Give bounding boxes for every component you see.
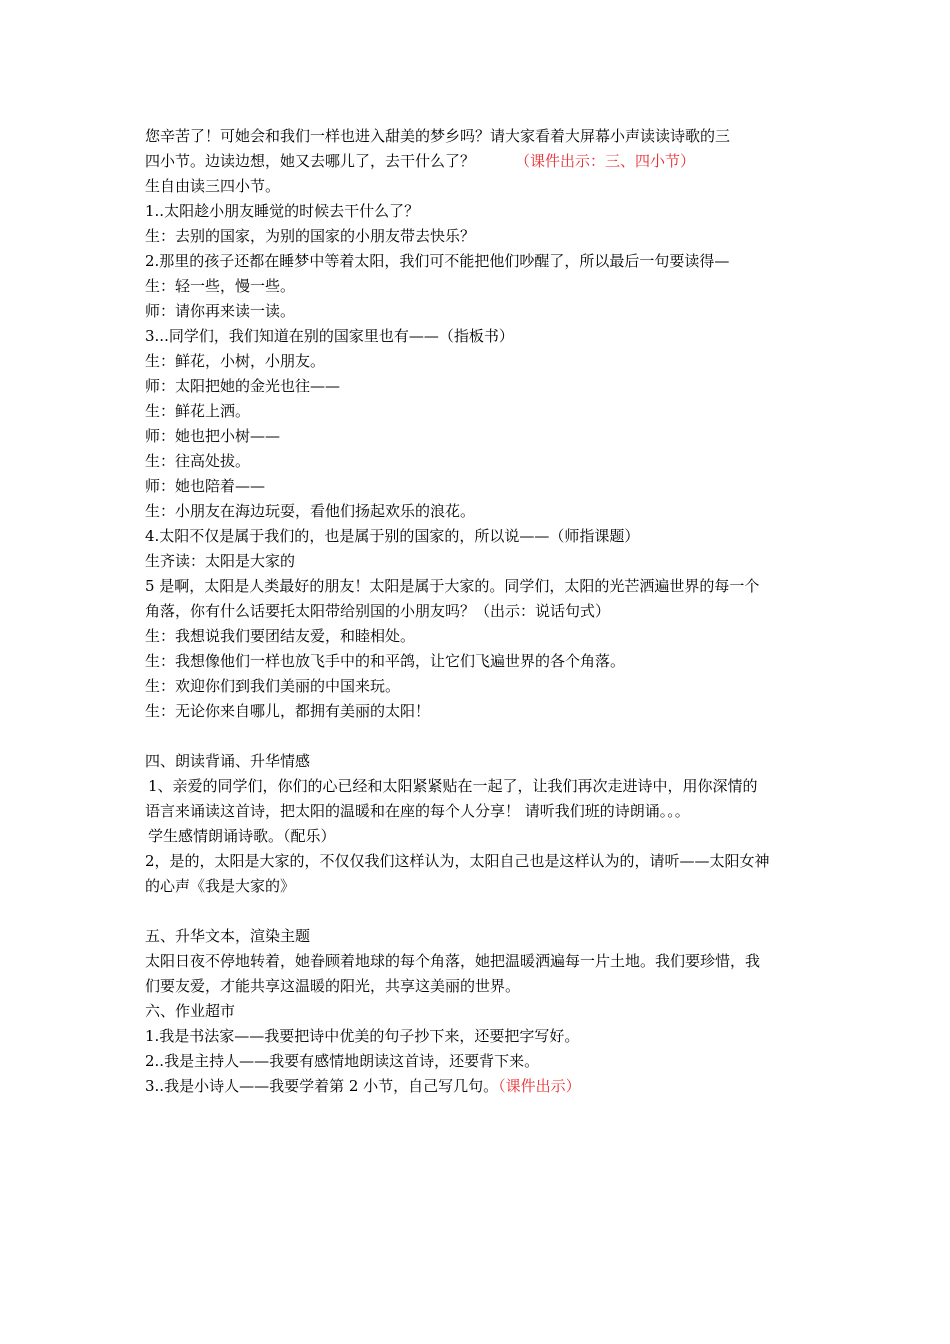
paragraph-line: 5 是啊，太阳是人类最好的朋友！太阳是属于大家的。同学们，太阳的光芒洒遍世界的每一个 <box>145 577 760 595</box>
paragraph-line: 师：太阳把她的金光也往—— <box>145 377 341 395</box>
paragraph-line: 1..太阳趁小朋友睡觉的时候去干什么了？ <box>145 202 420 220</box>
paragraph-line: 学生感情朗诵诗歌。（配乐） <box>148 827 336 845</box>
paragraph-line: 4.太阳不仅是属于我们的，也是属于别的国家的，所以说——（师指课题） <box>145 527 640 545</box>
paragraph-line: 2.那里的孩子还都在睡梦中等着太阳，我们可不能把他们吵醒了，所以最后一句要读得— <box>145 252 730 270</box>
paragraph-line: 角落，你有什么话要托太阳带给别国的小朋友吗？（出示：说话句式） <box>145 602 611 620</box>
paragraph-line: 生：无论你来自哪儿，都拥有美丽的太阳！ <box>145 702 431 720</box>
courseware-note: （课件出示） <box>498 1077 581 1095</box>
paragraph-line: 2，是的，太阳是大家的，不仅仅我们这样认为，太阳自己也是这样认为的，请听——太阳女神 <box>145 852 770 870</box>
paragraph-line: 生：鲜花，小树，小朋友。 <box>145 352 326 370</box>
line-text: 四小节。边读边想，她又去哪儿了，去干什么了？ <box>145 152 476 170</box>
paragraph-line <box>145 1074 830 1099</box>
paragraph-line <box>145 149 830 174</box>
paragraph-line: 生：我想说我们要团结友爱，和睦相处。 <box>145 627 416 645</box>
paragraph-line: 语言来诵读这首诗，把太阳的温暖和在座的每个人分享！ 请听我们班的诗朗诵。。。 <box>145 802 690 820</box>
section-heading: 四、朗读背诵、升华情感 <box>145 752 311 770</box>
paragraph-line: 生：小朋友在海边玩耍，看他们扬起欢乐的浪花。 <box>145 502 476 520</box>
blank-line <box>145 899 830 924</box>
line-text: 3..我是小诗人——我要学着第 2 小节，自己写几句。 <box>145 1077 499 1095</box>
paragraph-line: 生自由读三四小节。 <box>145 177 281 195</box>
paragraph-line: 师：她也陪着—— <box>145 477 266 495</box>
section-heading: 六、作业超市 <box>145 1002 236 1020</box>
paragraph-line: 太阳日夜不停地转着，她眷顾着地球的每个角落，她把温暖洒遍每一片土地。我们要珍惜，我 <box>145 952 761 970</box>
paragraph-line: 生：欢迎你们到我们美丽的中国来玩。 <box>145 677 401 695</box>
paragraph-line: 生齐读：太阳是大家的 <box>145 552 296 570</box>
paragraph-line: 生：鲜花上洒。 <box>145 402 251 420</box>
paragraph-line: 生：我想像他们一样也放飞手中的和平鸽，让它们飞遍世界的各个角落。 <box>145 652 626 670</box>
courseware-note: （课件出示：三、四小节） <box>515 152 696 170</box>
paragraph-line: 生：往高处拔。 <box>145 452 251 470</box>
paragraph-line: 师：她也把小树—— <box>145 427 281 445</box>
paragraph-line: 您辛苦了！可她会和我们一样也进入甜美的梦乡吗？请大家看着大屏幕小声读读诗歌的三 <box>145 127 731 145</box>
paragraph-line: 们要友爱，才能共享这温暖的阳光，共享这美丽的世界。 <box>145 977 521 995</box>
paragraph-line: 2..我是主持人——我要有感情地朗读这首诗，还要背下来。 <box>145 1052 540 1070</box>
paragraph-line: 生：去别的国家，为别的国家的小朋友带去快乐？ <box>145 227 476 245</box>
paragraph-line: 1、亲爱的同学们，你们的心已经和太阳紧紧贴在一起了，让我们再次走进诗中，用你深情的 <box>148 777 758 795</box>
section-heading: 五、升华文本，渲染主题 <box>145 927 311 945</box>
paragraph-line: 师：请你再来读一读。 <box>145 302 296 320</box>
paragraph-line: 1.我是书法家——我要把诗中优美的句子抄下来，还要把字写好。 <box>145 1027 580 1045</box>
paragraph-line: 生：轻一些，慢一些。 <box>145 277 296 295</box>
blank-line <box>145 724 830 749</box>
paragraph-line: 的心声《我是大家的》 <box>145 877 296 895</box>
paragraph-line: 3...同学们，我们知道在别的国家里也有——（指板书） <box>145 327 514 345</box>
